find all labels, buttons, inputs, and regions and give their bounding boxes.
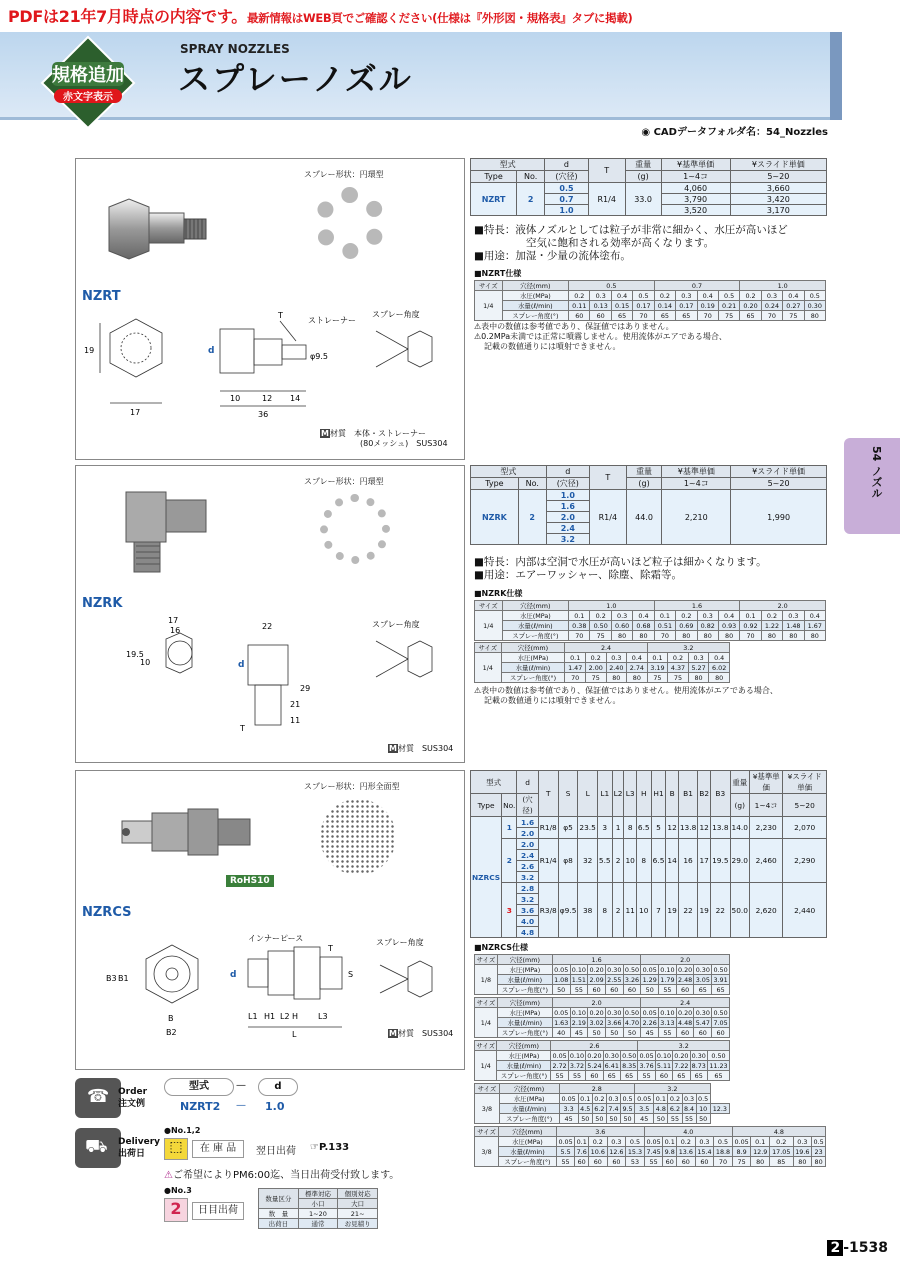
svg-text:規格追加: 規格追加 [52,65,124,86]
nzrcs-spec-table: サイズ 穴径(mm) 1.6 2.0 1/8 水圧(MPa) 0.05 0.10 0.20 0.30 0.50 0.05 0.10 0.20 0.30 0.50 水量(ℓ/min) 1.08 1.51 2.09 2.55 3.26 1.29 1.79 2.48 3.05 3.91 スプレー角度(°) 50 55 60 60 60 50 55 60 65 65 [474,954,730,995]
side-tab[interactable]: 54 ノズル [844,438,900,534]
title-ja: スプレーノズル [178,60,413,98]
order-type-value: NZRT2 [180,1100,221,1113]
svg-text:17: 17 [168,616,179,625]
nzrt-material: M材質 本体・ストレーナー (80メッシュ) SUS304 [321,429,448,448]
order-d-header: d [258,1078,298,1096]
nzrk-spray-shape: スプレー形状：円環型 [304,477,384,486]
svg-text:T: T [240,724,245,733]
nzrk-spray-pattern [320,494,390,564]
nzrk-price-table: 型式 d T 重量 ¥基準単価 ¥スライド単価 Type No. (穴径) (g) 1~4コ 5~20 NZRK 2 1.0 R1/4 44.0 2,210 1,990 1.6 2.0 2.4 3.2 [470,465,827,545]
nzrt-spray-pattern [314,187,386,259]
svg-text:21: 21 [290,700,301,709]
svg-text:B: B [168,1014,174,1023]
nzrt-price-table: 型式 d T 重量 ¥基準単価 ¥スライド単価 Type No. (穴径) (g) 1~4コ 5~20 NZRT 2 0.5 R1/4 33.0 4,060 3,660 0.7 3,790 3,420 1.0 3,520 3,170 [470,158,827,216]
rohs-badge: RoHS10 [226,875,274,887]
svg-text:10: 10 [140,658,151,667]
svg-text:スプレー角度: スプレー角度 [376,938,424,947]
svg-text:12: 12 [262,394,273,403]
svg-text:19.5: 19.5 [126,650,144,659]
nzrk-photo [116,480,216,580]
svg-text:B1: B1 [118,974,129,983]
svg-text:16: 16 [170,626,181,635]
nzrk-notes: ⚠表中の数値は参考値であり、保証値ではありません。使用流体がエアである場合、 記載の数値通りには噴射できません。 [474,686,778,705]
svg-text:ストレーナー: ストレーナー [308,316,356,325]
nzrt-label: NZRT [82,289,121,304]
cd-icon: ◉ [641,127,654,138]
nzrt-photo [104,189,214,269]
nzrk-material: M材質 SUS304 [389,744,454,753]
header-ribbon [830,32,842,120]
svg-text:T: T [328,944,333,953]
nzrcs-spray-pattern [320,799,396,875]
nzrcs-label: NZRCS [82,905,132,920]
svg-text:L1: L1 [248,1012,258,1021]
svg-text:14: 14 [290,394,301,403]
book-icon: ☞ [310,1142,319,1153]
nzrk-label: NZRK [82,596,123,611]
nzrk-features: ■特長：内部は空洞で水圧が高いほど粒子は細かくなります。 ■用途：エアーワッシャー、除塵、除霜等。 [474,556,767,581]
stock-label: 在 庫 品 [192,1140,244,1158]
svg-text:スプレー角度: スプレー角度 [372,620,420,629]
truck-icon: ⛟ [75,1128,121,1168]
svg-text:d: d [208,346,215,356]
svg-text:H: H [292,1012,299,1021]
svg-text:36: 36 [258,410,269,419]
order-dash-2: — [236,1100,246,1111]
nzrt-spray-shape: スプレー形状：円環型 [304,170,384,179]
nzrt-spec-title: ■NZRT仕様 [474,269,522,278]
nzrt-features: ■特長：液体ノズルとしては粒子が非常に細かく、水圧が高いほど 空気に飽和される効率が高くなります。 ■用途：加湿・少量の流体塗布。 [474,224,788,262]
nzrcs-spec-table: サイズ 穴径(mm) 3.6 4.0 4.8 3/8 水圧(MPa) 0.05 0.1 0.2 0.3 0.5 0.05 0.1 0.2 0.3 0.5 0.05 0.1 0.2 0.3 0.5 水量(ℓ/min) 5.5 7.6 10.6 12.6 15.3 7.45 9.8 13.6 15.4 18.8 8.9 12.9 17.05 19.6 23 スプレー角度(°) 55 60 60 60 53 55 60 60 60 70 75 80 85 80 80 [474,1126,826,1167]
svg-text:11: 11 [290,716,301,725]
svg-text:T: T [278,311,283,320]
svg-text:L2: L2 [280,1012,290,1021]
svg-text:H1: H1 [264,1012,276,1021]
nzrcs-spray-shape: スプレー形状：円形全面型 [304,782,400,791]
svg-text:10: 10 [230,394,241,403]
next-day: 翌日出荷 [256,1146,296,1157]
order-dash: — [236,1080,246,1091]
nzrcs-spec-table: サイズ 穴径(mm) 2.0 2.4 1/4 水圧(MPa) 0.05 0.10 0.20 0.30 0.50 0.05 0.10 0.20 0.30 0.50 水量(ℓ/min) 1.63 2.19 3.02 3.66 4.70 2.26 3.13 4.48 5.47 7.05 スプレー角度(°) 40 45 50 50 50 45 55 60 60 60 [474,997,730,1038]
order-type-header: 型式 [164,1078,234,1096]
svg-text:S: S [348,970,354,979]
svg-text:d: d [230,970,237,980]
days-label: 日目出荷 [192,1202,244,1220]
svg-text:B2: B2 [166,1028,177,1037]
nzrt-drawing [80,301,460,431]
svg-text:29: 29 [300,684,311,693]
svg-text:L3: L3 [318,1012,328,1021]
nzrt-panel [75,158,465,460]
days-number: 2 [164,1198,188,1222]
svg-text:スプレー角度: スプレー角度 [372,310,420,319]
svg-text:赤文字表示: 赤文字表示 [63,92,113,103]
cad-folder: ◉ CADデータフォルダ名：54_Nozzles [641,127,828,138]
title-en: SPRAY NOZZLES [180,42,290,56]
spec-added-badge [38,35,138,130]
qty-table: 数量区分 標準対応 個別対応 小口 大口 数 量 1~20 21~ 出荷日 通常 お見積り [258,1188,378,1229]
delivery-no3: ●No.3 [164,1186,192,1195]
svg-text:22: 22 [262,622,273,631]
phone-icon: ☎ [75,1078,121,1118]
nzrcs-price-table: 型式 d T S L L1 L2 L3 H H1 B B1 B2 B3 重量 ¥基準単価 ¥スライド単価 Type No. (穴径) (g) 1~4コ 5~20 NZRCS 1 1.6 R1/8 φ5 23.5 3 1 8 6.5 5 12 13.8 12 13.8 14.0 2,230 2,070 2.0 2 2.0 R1/4 φ8 32 5.5 2 10 8 6.5 14 16 17 19.5 29.0 2,460 2,290 2.4 2.6 3.2 3 2.8 R3/8 φ9.5 38 8 2 11 10 7 19 22 19 22 50.0 2,620 2,440 3.2 3.6 4.0 4.8 [470,770,827,938]
delivery-title: Delivery 出荷日 [118,1137,161,1159]
nzrk-spec-title: ■NZRK仕様 [474,589,523,598]
nzrk-spec-table-2: サイズ 穴径(mm) 2.4 3.2 1/4 水圧(MPa) 0.1 0.2 0.3 0.4 0.1 0.2 0.3 0.4 水量(ℓ/min) 1.47 2.00 2.40 2.74 3.19 4.37 5.27 6.02 スプレー角度(°) 70 75 80 80 75 75 80 80 [474,642,730,683]
nzrcs-spec-table: サイズ 穴径(mm) 2.8 3.2 3/8 水圧(MPa) 0.05 0.1 0.2 0.3 0.5 0.05 0.1 0.2 0.3 0.5 水量(ℓ/min) 3.3 4.5 6.2 7.4 9.5 3.5 4.8 6.2 8.4 10 12.3 スプレー角度(°) 45 50 50 50 50 45 50 55 55 50 [474,1083,730,1124]
delivery-no12: ●No.1,2 [164,1126,201,1135]
order-d-value: 1.0 [265,1100,285,1113]
box-icon: ⬚ [164,1138,188,1160]
svg-text:19: 19 [84,346,95,355]
pdf-banner: PDFは21年7月時点の内容です。最新情報はWEB頁でご確認ください(仕様は『外形図・規格表』タブに掲載) [8,7,633,26]
nzrcs-spec-table: サイズ 穴径(mm) 2.6 3.2 1/4 水圧(MPa) 0.05 0.10 0.20 0.30 0.50 0.05 0.10 0.20 0.30 0.50 水量(ℓ/min) 2.72 3.72 5.24 6.41 8.35 3.76 5.11 7.22 8.73 11.23 スプレー角度(°) 55 55 60 65 65 55 60 65 65 65 [476,1041,728,1080]
nzrt-spec-table: サイズ 穴径(mm) 0.5 0.7 1.0 1/4 水圧(MPa) 0.2 0.3 0.4 0.5 0.2 0.3 0.4 0.5 0.2 0.3 0.4 0.5 水量(ℓ/min) 0.11 0.13 0.15 0.17 0.14 0.17 0.19 0.21 0.20 0.24 0.27 0.30 スプレー角度(°) 60 60 65 70 65 65 70 75 65 70 75 80 [474,280,826,321]
svg-text:インナーピース: インナーピース [248,934,304,943]
order-title: Order 注文例 [118,1087,148,1109]
nzrk-drawing [80,611,460,741]
nzrcs-material: M材質 SUS304 [389,1029,454,1038]
nzrcs-photo [116,797,256,867]
nzrcs-spec-title: ■NZRCS仕様 [474,943,528,952]
svg-text:B3: B3 [106,974,117,983]
nzrt-notes: ⚠表中の数値は参考値であり、保証値ではありません。 ⚠0.2MPa未満では正常に噴霧しません。使用流体がエアである場合、 記載の数値通りには噴射できません。 [474,322,727,351]
nzrk-spec-table-1: サイズ 穴径(mm) 1.0 1.6 2.0 1/4 水圧(MPa) 0.1 0.2 0.3 0.4 0.1 0.2 0.3 0.4 0.1 0.2 0.3 0.4 水量(ℓ/min) 0.38 0.50 0.60 0.68 0.51 0.69 0.82 0.93 0.92 1.22 1.48 1.67 スプレー角度(°) 70 75 80 80 70 80 80 80 70 80 80 80 [474,600,826,641]
svg-text:L: L [292,1030,297,1039]
delivery-note: ⚠ご希望によりPM6:00迄、当日出荷受付致します。 [164,1170,400,1181]
page-ref[interactable]: ☞P.133 [310,1142,350,1153]
svg-text:φ9.5: φ9.5 [310,352,328,361]
svg-text:d: d [238,660,245,670]
nzrk-panel [75,465,465,763]
page-number: 2 -1538 [827,1240,888,1256]
svg-text:17: 17 [130,408,141,417]
nzrcs-panel [75,770,465,1070]
nzrcs-spec-tables [474,954,826,1169]
